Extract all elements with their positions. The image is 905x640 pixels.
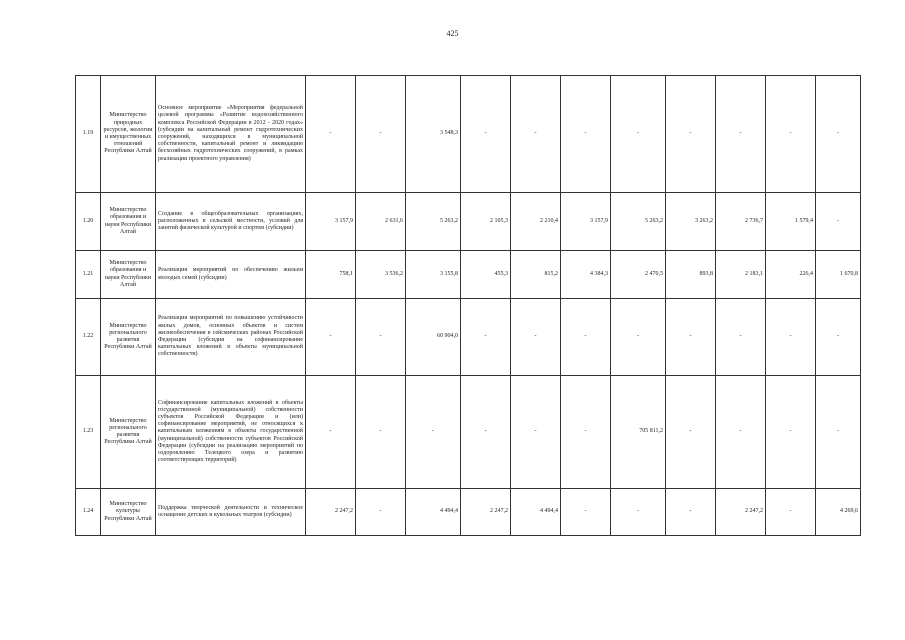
value-cell: - — [511, 376, 561, 489]
measure-description: Софинансирование капитальных вложений в объекты государственной (муниципальной) собственности субъектов Российской Федерации и (или) софинансирование мероприятий, не относящихся к капитальным вложениям в объекты государственной (муниципальной) собственности субъектов Российской Федерации (субсидии на реализацию мероприятий по оздоровлению Телецкого озера и развитию соответствующих территорий) — [156, 376, 306, 489]
value-cell: 4 494,4 — [406, 489, 461, 536]
table-row — [76, 193, 861, 251]
value-cell: - — [306, 299, 356, 376]
row-number: 1.21 — [76, 251, 101, 299]
value-cell: 3 155,8 — [406, 251, 461, 299]
value-cell: - — [816, 193, 861, 251]
value-cell: 2 105,3 — [461, 193, 511, 251]
ministry-name: Министерство регионального развития Республики Алтай — [101, 376, 156, 489]
value-cell: 3 157,9 — [561, 193, 611, 251]
value-cell: - — [406, 376, 461, 489]
value-cell: 4 384,3 — [561, 251, 611, 299]
value-cell: - — [716, 376, 766, 489]
value-cell: - — [561, 76, 611, 193]
row-number: 1.22 — [76, 299, 101, 376]
value-cell: 2 736,7 — [716, 193, 766, 251]
row-number: 1.20 — [76, 193, 101, 251]
measure-description: Создание в общеобразовательных организациях, расположенных в сельской местности, условий для занятий физической культурой и спортом (субсидии) — [156, 193, 306, 251]
value-cell: - — [716, 76, 766, 193]
value-cell: - — [461, 76, 511, 193]
value-cell: 815,2 — [511, 251, 561, 299]
value-cell: 2 631,6 — [356, 193, 406, 251]
value-cell: 893,8 — [666, 251, 716, 299]
value-cell: 2 183,1 — [716, 251, 766, 299]
value-cell: - — [666, 376, 716, 489]
ministry-name: Министерство регионального развития Республики Алтай — [101, 299, 156, 376]
measure-description: Поддержка творческой деятельности и техническое оснащение детских и кукольных театров (субсидии) — [156, 489, 306, 536]
value-cell: 3 548,3 — [406, 76, 461, 193]
value-cell: - — [766, 299, 816, 376]
row-number: 1.23 — [76, 376, 101, 489]
row-number: 1.24 — [76, 489, 101, 536]
value-cell: - — [816, 376, 861, 489]
measure-description: Реализация мероприятий по повышению устойчивости жилых домов, основных объектов и систем жизнеобеспечения в сейсмических районах Российской Федерации (субсидии на софинансирование капитальных вложений в объекты муниципальной собственности) — [156, 299, 306, 376]
value-cell: 455,3 — [461, 251, 511, 299]
value-cell: 60 904,0 — [406, 299, 461, 376]
value-cell: 705 811,2 — [611, 376, 666, 489]
value-cell: 4 269,6 — [816, 489, 861, 536]
value-cell: 1 579,4 — [766, 193, 816, 251]
value-cell: - — [766, 376, 816, 489]
value-cell: - — [356, 299, 406, 376]
value-cell: 4 494,4 — [511, 489, 561, 536]
value-cell: - — [816, 299, 861, 376]
value-cell: 5 263,2 — [406, 193, 461, 251]
table-row — [76, 376, 861, 489]
value-cell: - — [561, 376, 611, 489]
value-cell: 1 670,8 — [816, 251, 861, 299]
value-cell: 2 210,4 — [511, 193, 561, 251]
budget-table — [75, 75, 861, 536]
ministry-name: Министерство природных ресурсов, экологии и имущественных отношений Республики Алтай — [101, 76, 156, 193]
ministry-name: Министерство образования и науки Республики Алтай — [101, 193, 156, 251]
value-cell: - — [561, 299, 611, 376]
ministry-name: Министерство образования и науки Республики Алтай — [101, 251, 156, 299]
value-cell: 2 247,2 — [716, 489, 766, 536]
value-cell: - — [611, 489, 666, 536]
value-cell: - — [461, 376, 511, 489]
value-cell: - — [356, 489, 406, 536]
value-cell: - — [766, 489, 816, 536]
page-number: 425 — [446, 29, 459, 38]
value-cell: - — [561, 489, 611, 536]
value-cell: - — [511, 299, 561, 376]
value-cell: - — [666, 299, 716, 376]
table-row — [76, 251, 861, 299]
value-cell: 2 470,5 — [611, 251, 666, 299]
value-cell: 226,4 — [766, 251, 816, 299]
ministry-name: Министерство культуры Республики Алтай — [101, 489, 156, 536]
value-cell: - — [716, 299, 766, 376]
value-cell: - — [611, 76, 666, 193]
value-cell: - — [356, 76, 406, 193]
value-cell: - — [511, 76, 561, 193]
value-cell: 2 247,2 — [461, 489, 511, 536]
table-row — [76, 299, 861, 376]
row-number: 1.19 — [76, 76, 101, 193]
measure-description: Основное мероприятие «Мероприятия федеральной целевой программы «Развитие водохозяйственного комплекса Российской Федерации в 2012 - 2020 годах» (субсидии на капитальный ремонт гидротехнических сооружений, находящихся в муниципальной собственности, капитальный ремонт и ликвидацию бесхозяйных гидротехнических сооружений, в рамках реализации проектного управления) — [156, 76, 306, 193]
value-cell: 3 263,2 — [666, 193, 716, 251]
value-cell: 758,1 — [306, 251, 356, 299]
value-cell: - — [666, 489, 716, 536]
table-row — [76, 76, 861, 193]
table-body — [76, 76, 861, 536]
value-cell: - — [666, 76, 716, 193]
value-cell: 3 536,2 — [356, 251, 406, 299]
measure-description: Реализация мероприятий по обеспечению жильем молодых семей (субсидии) — [156, 251, 306, 299]
value-cell: - — [461, 299, 511, 376]
value-cell: - — [816, 76, 861, 193]
value-cell: - — [306, 76, 356, 193]
value-cell: 5 263,2 — [611, 193, 666, 251]
value-cell: - — [766, 76, 816, 193]
value-cell: 2 247,2 — [306, 489, 356, 536]
value-cell: - — [611, 299, 666, 376]
value-cell: 3 157,9 — [306, 193, 356, 251]
table-row — [76, 489, 861, 536]
value-cell: - — [306, 376, 356, 489]
value-cell: - — [356, 376, 406, 489]
